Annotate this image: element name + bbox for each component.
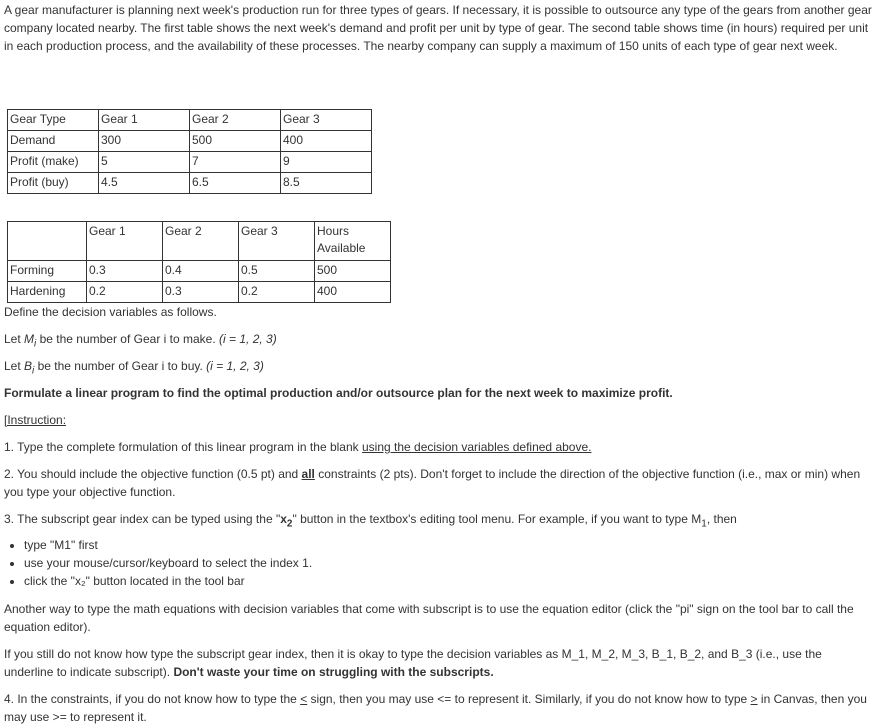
table-cell: 0.2 (239, 282, 315, 303)
table-cell: Gear 2 (190, 110, 281, 131)
list-item: • use your mouse/cursor/keyboard to select the index 1. (24, 554, 312, 572)
table-cell: 5 (99, 152, 190, 173)
text-fragment: x (280, 512, 287, 526)
table-cell: 0.2 (87, 282, 163, 303)
emphasis-all: all (301, 467, 315, 481)
text-fragment: be the number of Gear i to make. (36, 332, 220, 346)
list-item: • click the "x₂" button located in the tool bar (24, 572, 312, 590)
table-cell: Forming (8, 261, 87, 282)
text-fragment: constraints (2 pts). Don't forget to include the direction of the objective function (i.e., max or min) when you type your objective function. (4, 467, 861, 499)
table-cell: 9 (281, 152, 372, 173)
greater-equal-sign: > (750, 692, 758, 706)
table-cell: Gear 1 (99, 110, 190, 131)
table-row (8, 131, 372, 152)
subscript-button-ref (280, 512, 293, 530)
table-cell: Profit (buy) (8, 173, 99, 194)
text-fragment: , then (706, 512, 737, 526)
table-cell: Gear 1 (87, 222, 163, 261)
table-cell: 6.5 (190, 173, 281, 194)
text-fragment: sign, then you may use <= to represent it. Similarly, if you do not know how to type (307, 692, 751, 706)
table-cell: 300 (99, 131, 190, 152)
text-fragment: Let (4, 359, 25, 373)
table-cell: 0.5 (239, 261, 315, 282)
table-cell: Gear 2 (163, 222, 239, 261)
variable-m-definition (4, 330, 277, 353)
table-row (8, 152, 372, 173)
table-cell: Demand (8, 131, 99, 152)
table-cell: Hardening (8, 282, 87, 303)
underlined-phrase: using the decision variables defined above. (361, 440, 592, 454)
step-3-bullet-list (10, 536, 312, 590)
text-fragment: 2. You should include the objective function (0.5 pt) and (4, 467, 302, 481)
table-cell: 400 (315, 282, 391, 303)
instruction-step-2 (4, 465, 870, 501)
table-row (8, 282, 391, 303)
table-cell: Gear 3 (239, 222, 315, 261)
table-cell: 0.3 (87, 261, 163, 282)
text-fragment: Let (4, 332, 25, 346)
instruction-step-1 (4, 438, 591, 456)
index-range: (i = 1, 2, 3) (219, 332, 277, 346)
variable-subscript: i (34, 338, 37, 350)
table-row (8, 261, 391, 282)
table-cell: 4.5 (99, 173, 190, 194)
table-cell: 500 (315, 261, 391, 282)
demand-profit-table (7, 109, 372, 194)
table-cell: 0.4 (163, 261, 239, 282)
table-cell: 0.3 (163, 282, 239, 303)
instruction-step-3 (4, 510, 737, 533)
text-fragment: 2 (286, 518, 293, 530)
table-cell: 8.5 (281, 173, 372, 194)
define-text: Define the decision variables as follows. (4, 305, 217, 319)
text-fragment: in Canvas, then you may use >= to represent it. (4, 692, 867, 724)
list-item: • type "M1" first (24, 536, 312, 554)
task-statement: Formulate a linear program to find the optimal production and/or outsource plan for the next week to maximize profit. (4, 386, 673, 400)
table-cell: Gear 3 (281, 110, 372, 131)
table-cell: 500 (190, 131, 281, 152)
text-fragment: " button in the textbox's editing tool menu. For example, if you want to type M (292, 512, 702, 526)
table-cell: Hours Available (315, 222, 391, 261)
table-row (8, 173, 372, 194)
equation-editor-note: Another way to type the math equations with decision variables that come with subscript is to use the equation editor (click the "pi" sign on the tool bar to call the equation editor). (4, 602, 854, 634)
table-row (8, 222, 391, 261)
variable-symbol: M (24, 332, 35, 346)
text-fragment: 1 (701, 518, 707, 530)
less-equal-sign: < (300, 692, 308, 706)
process-hours-table (7, 221, 391, 303)
table-cell: Gear Type (8, 110, 99, 131)
text-fragment: If you still do not know how type the subscript gear index, then it is okay to type the decision variables as M_1, M_2, M_3, B_1, B_2, and B_3 (i.e., use the underline to indicate subscript). (4, 647, 822, 679)
table-cell: Profit (make) (8, 152, 99, 173)
text-fragment: 1. Type the complete formulation of this linear program in the blank (4, 440, 362, 454)
table-cell (8, 222, 87, 261)
intro-paragraph: A gear manufacturer is planning next week's production run for three types of gears. If necessary, it is possible to outsource any type of the gears from another gear company located nearby. The first table shows the next week's demand and profit per unit by type of gear. The second table shows time (in hours) required per unit in each production process, and the availability of these processes. The nearby company can supply a maximum of 150 units of each type of gear next week. (4, 3, 872, 53)
instruction-step-4 (4, 690, 870, 726)
variable-subscript: i (32, 365, 35, 377)
table-cell: 400 (281, 131, 372, 152)
text-fragment: Don't waste your time on struggling with the subscripts. (173, 665, 494, 679)
variable-symbol: B (24, 359, 33, 373)
text-fragment: 4. In the constraints, if you do not know how to type the (4, 692, 301, 706)
index-range: (i = 1, 2, 3) (206, 359, 264, 373)
table-cell: 7 (190, 152, 281, 173)
subscript-fallback-note (4, 645, 870, 681)
table-row (8, 110, 372, 131)
variable-b-definition (4, 357, 264, 380)
text-fragment: be the number of Gear i to buy. (34, 359, 207, 373)
instruction-heading: [Instruction: (4, 413, 67, 427)
text-fragment: 3. The subscript gear index can be typed using the " (4, 512, 281, 526)
